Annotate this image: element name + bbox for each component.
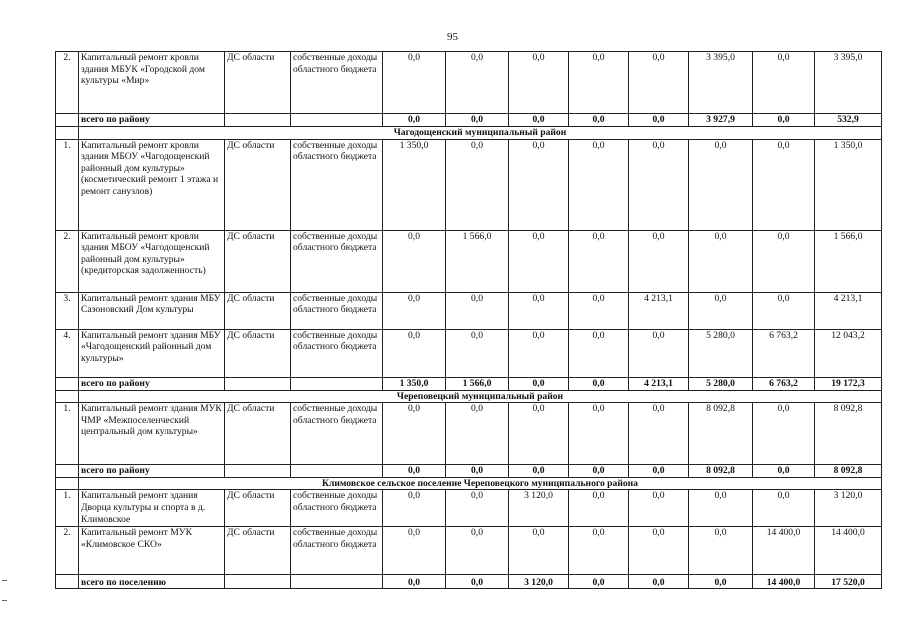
value-cell: 3 120,0 (815, 490, 882, 527)
project-name: Капитальный ремонт здания МБУ Сазоновский Дом культуры (79, 292, 225, 329)
edge-mark (2, 580, 7, 581)
table-row (56, 329, 882, 377)
project-name: Капитальный ремонт кровли здания МБОУ «Чагодощенский районный дом культуры» (кредиторская задолженность) (79, 230, 225, 292)
row-number: 3. (56, 292, 79, 329)
spacer-cell (291, 377, 383, 390)
spacer-cell (56, 377, 79, 390)
value-cell: 8 092,8 (815, 403, 882, 465)
project-name: Капитальный ремонт кровли здания МБОУ «Чагодощенский районный дом культуры» (косметический ремонт 1 этажа и ремонт санузлов) (79, 139, 225, 230)
value-cell: 0,0 (689, 139, 753, 230)
value-cell: 0,0 (509, 527, 569, 575)
total-value: 532,9 (815, 114, 882, 127)
funding-source: ДС области (225, 329, 291, 377)
total-value: 0,0 (569, 465, 629, 478)
value-cell: 0,0 (629, 490, 689, 527)
value-cell: 0,0 (383, 230, 446, 292)
value-cell: 0,0 (689, 230, 753, 292)
spacer-cell (56, 390, 79, 403)
row-number: 1. (56, 490, 79, 527)
financing-type: собственные доходы областного бюджета (291, 490, 383, 527)
total-value: 0,0 (569, 114, 629, 127)
total-value: 0,0 (446, 465, 509, 478)
spacer-cell (56, 465, 79, 478)
value-cell: 3 395,0 (815, 52, 882, 114)
total-value: 8 092,8 (815, 465, 882, 478)
total-value: 17 520,0 (815, 575, 882, 589)
table-row (56, 292, 882, 329)
value-cell: 0,0 (753, 230, 815, 292)
spacer-cell (291, 465, 383, 478)
total-value: 5 280,0 (689, 377, 753, 390)
total-label: всего по поселению (79, 575, 225, 589)
total-value: 0,0 (569, 575, 629, 589)
value-cell: 0,0 (509, 403, 569, 465)
value-cell: 0,0 (569, 403, 629, 465)
funding-source: ДС области (225, 292, 291, 329)
value-cell: 0,0 (383, 490, 446, 527)
value-cell: 0,0 (446, 329, 509, 377)
value-cell: 0,0 (629, 403, 689, 465)
value-cell: 0,0 (383, 52, 446, 114)
financing-type: собственные доходы областного бюджета (291, 403, 383, 465)
spacer-cell (225, 465, 291, 478)
table-row (56, 139, 882, 230)
table-row (56, 490, 882, 527)
total-row (56, 377, 882, 390)
spacer-cell (56, 127, 79, 140)
total-value: 4 213,1 (629, 377, 689, 390)
value-cell: 0,0 (753, 139, 815, 230)
total-row (56, 465, 882, 478)
funding-source: ДС области (225, 490, 291, 527)
value-cell: 0,0 (383, 292, 446, 329)
table-row (56, 403, 882, 465)
financing-type: собственные доходы областного бюджета (291, 52, 383, 114)
value-cell: 0,0 (753, 52, 815, 114)
value-cell: 0,0 (446, 527, 509, 575)
total-value: 0,0 (383, 465, 446, 478)
value-cell: 0,0 (446, 139, 509, 230)
value-cell: 0,0 (689, 490, 753, 527)
funding-source: ДС области (225, 230, 291, 292)
total-value: 0,0 (689, 575, 753, 589)
value-cell: 0,0 (629, 527, 689, 575)
value-cell: 0,0 (569, 329, 629, 377)
total-value: 0,0 (509, 465, 569, 478)
total-value: 3 927,9 (689, 114, 753, 127)
total-row (56, 575, 882, 589)
value-cell: 0,0 (509, 292, 569, 329)
total-value: 0,0 (509, 114, 569, 127)
value-cell: 0,0 (629, 139, 689, 230)
value-cell: 1 350,0 (815, 139, 882, 230)
value-cell: 0,0 (753, 490, 815, 527)
total-row (56, 114, 882, 127)
value-cell: 0,0 (509, 52, 569, 114)
total-value: 8 092,8 (689, 465, 753, 478)
total-label: всего по району (79, 114, 225, 127)
value-cell: 8 092,8 (689, 403, 753, 465)
value-cell: 0,0 (569, 230, 629, 292)
value-cell: 0,0 (569, 527, 629, 575)
value-cell: 0,0 (689, 527, 753, 575)
financing-type: собственные доходы областного бюджета (291, 292, 383, 329)
total-value: 0,0 (446, 575, 509, 589)
row-number: 2. (56, 52, 79, 114)
total-value: 0,0 (629, 465, 689, 478)
value-cell: 14 400,0 (753, 527, 815, 575)
funding-source: ДС области (225, 403, 291, 465)
value-cell: 1 566,0 (815, 230, 882, 292)
value-cell: 0,0 (569, 139, 629, 230)
spacer-cell (291, 575, 383, 589)
total-value: 0,0 (629, 575, 689, 589)
section-heading: Череповецкий муниципальный район (79, 390, 882, 403)
spacer-cell (225, 114, 291, 127)
value-cell: 12 043,2 (815, 329, 882, 377)
total-value: 0,0 (753, 465, 815, 478)
total-value: 1 350,0 (383, 377, 446, 390)
value-cell: 0,0 (383, 527, 446, 575)
project-name: Капитальный ремонт здания Дворца культуры и спорта в д. Климовское (79, 490, 225, 527)
financing-type: собственные доходы областного бюджета (291, 139, 383, 230)
funding-source: ДС области (225, 52, 291, 114)
value-cell: 0,0 (569, 52, 629, 114)
financing-type: собственные доходы областного бюджета (291, 230, 383, 292)
value-cell: 3 395,0 (689, 52, 753, 114)
edge-mark (2, 600, 7, 601)
total-value: 14 400,0 (753, 575, 815, 589)
funding-source: ДС области (225, 527, 291, 575)
value-cell: 1 350,0 (383, 139, 446, 230)
budget-table (55, 51, 882, 589)
value-cell: 0,0 (383, 329, 446, 377)
value-cell: 1 566,0 (446, 230, 509, 292)
value-cell: 0,0 (383, 403, 446, 465)
table-row (56, 527, 882, 575)
total-value: 0,0 (446, 114, 509, 127)
table-row (56, 52, 882, 114)
section-heading: Климовское сельское поселение Череповецкого муниципального района (79, 477, 882, 490)
total-value: 0,0 (383, 114, 446, 127)
value-cell: 6 763,2 (753, 329, 815, 377)
value-cell: 0,0 (446, 490, 509, 527)
value-cell: 0,0 (446, 403, 509, 465)
section-heading-row (56, 127, 882, 140)
section-heading-row (56, 390, 882, 403)
value-cell: 0,0 (569, 490, 629, 527)
value-cell: 3 120,0 (509, 490, 569, 527)
value-cell: 0,0 (446, 292, 509, 329)
section-heading-row (56, 477, 882, 490)
section-heading: Чагодощенский муниципальный район (79, 127, 882, 140)
spacer-cell (225, 575, 291, 589)
row-number: 4. (56, 329, 79, 377)
value-cell: 0,0 (509, 329, 569, 377)
value-cell: 0,0 (753, 403, 815, 465)
total-value: 1 566,0 (446, 377, 509, 390)
spacer-cell (291, 114, 383, 127)
project-name: Капитальный ремонт кровли здания МБУК «Городской дом культуры «Мир» (79, 52, 225, 114)
project-name: Капитальный ремонт МУК «Климовское СКО» (79, 527, 225, 575)
row-number: 2. (56, 230, 79, 292)
value-cell: 0,0 (509, 230, 569, 292)
page-number: 95 (447, 31, 458, 43)
spacer-cell (56, 114, 79, 127)
value-cell: 0,0 (629, 52, 689, 114)
total-value: 6 763,2 (753, 377, 815, 390)
total-value: 0,0 (509, 377, 569, 390)
row-number: 1. (56, 139, 79, 230)
total-label: всего по району (79, 377, 225, 390)
financing-type: собственные доходы областного бюджета (291, 527, 383, 575)
spacer-cell (56, 575, 79, 589)
total-label: всего по району (79, 465, 225, 478)
value-cell: 4 213,1 (815, 292, 882, 329)
value-cell: 4 213,1 (629, 292, 689, 329)
spacer-cell (56, 477, 79, 490)
value-cell: 0,0 (629, 329, 689, 377)
value-cell: 0,0 (689, 292, 753, 329)
funding-source: ДС области (225, 139, 291, 230)
value-cell: 14 400,0 (815, 527, 882, 575)
spacer-cell (225, 377, 291, 390)
project-name: Капитальный ремонт здания МУК ЧМР «Межпоселенческий центральный дом культуры» (79, 403, 225, 465)
table-row (56, 230, 882, 292)
value-cell: 5 280,0 (689, 329, 753, 377)
value-cell: 0,0 (629, 230, 689, 292)
value-cell: 0,0 (569, 292, 629, 329)
total-value: 0,0 (569, 377, 629, 390)
total-value: 19 172,3 (815, 377, 882, 390)
value-cell: 0,0 (753, 292, 815, 329)
total-value: 0,0 (629, 114, 689, 127)
total-value: 3 120,0 (509, 575, 569, 589)
financing-type: собственные доходы областного бюджета (291, 329, 383, 377)
value-cell: 0,0 (509, 139, 569, 230)
project-name: Капитальный ремонт здания МБУ «Чагодощенский районный дом культуры» (79, 329, 225, 377)
row-number: 1. (56, 403, 79, 465)
total-value: 0,0 (753, 114, 815, 127)
total-value: 0,0 (383, 575, 446, 589)
value-cell: 0,0 (446, 52, 509, 114)
row-number: 2. (56, 527, 79, 575)
